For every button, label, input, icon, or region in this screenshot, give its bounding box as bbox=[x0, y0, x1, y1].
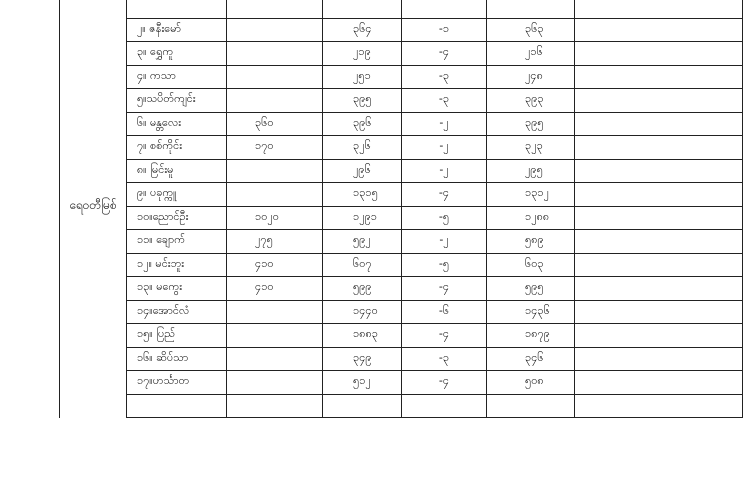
change-cell-c4: -၄ bbox=[402, 371, 487, 395]
value-cell-c5: ၂၁၆ bbox=[487, 42, 575, 66]
change-cell-c4: -၄ bbox=[402, 183, 487, 207]
value-cell-c2: ၄၁၀ bbox=[227, 253, 323, 277]
value-cell-c2 bbox=[227, 347, 323, 371]
value-cell-c3: ၂၁၉ bbox=[323, 42, 402, 66]
value-cell-c5: ၆၀၃ bbox=[487, 253, 575, 277]
table-row bbox=[60, 159, 743, 183]
value-cell-c2 bbox=[227, 324, 323, 348]
town-name-cell: ၁၃။ မကွေး bbox=[127, 277, 227, 301]
value-cell-c5: ၃၉၅ bbox=[487, 112, 575, 136]
change-cell-c4: -၂ bbox=[402, 136, 487, 160]
value-cell-c5: ၃၄၆ bbox=[487, 347, 575, 371]
empty-cell-c6 bbox=[575, 347, 743, 371]
empty-cell-c6 bbox=[575, 324, 743, 348]
table-row bbox=[60, 89, 743, 113]
table-row bbox=[60, 230, 743, 254]
water-level-table bbox=[59, 0, 743, 418]
empty-cell-c6 bbox=[575, 42, 743, 66]
value-cell-c3: ၁၄၄၀ bbox=[323, 300, 402, 324]
value-cell-c3: ၃၆၄ bbox=[323, 18, 402, 42]
town-name-cell: ၈။ မြင်းမူ bbox=[127, 159, 227, 183]
value-cell-c5: ၃၆၃ bbox=[487, 18, 575, 42]
value-cell-c5: ၁၃၁၂ bbox=[487, 183, 575, 207]
change-cell-c4: -၂ bbox=[402, 159, 487, 183]
empty-cell-c6 bbox=[575, 371, 743, 395]
value-cell-c5: ၁၈၇၉ bbox=[487, 324, 575, 348]
town-name-cell: ၃။ ရွှေကူ bbox=[127, 42, 227, 66]
partial-cell bbox=[127, 394, 227, 418]
value-cell-c3: ၃၂၆ bbox=[323, 136, 402, 160]
empty-cell-c6 bbox=[575, 277, 743, 301]
town-name-cell: ၁၀။ညောင်ဦး bbox=[127, 206, 227, 230]
value-cell-c2 bbox=[227, 300, 323, 324]
table-row bbox=[60, 206, 743, 230]
change-cell-c4: -၆ bbox=[402, 300, 487, 324]
change-cell-c4: -၄ bbox=[402, 324, 487, 348]
town-name-cell: ၁၇။ဟင်္သာတ bbox=[127, 371, 227, 395]
value-cell-c2: ၁၇၀ bbox=[227, 136, 323, 160]
value-cell-c2 bbox=[227, 371, 323, 395]
table-row-partial-top bbox=[60, 0, 743, 18]
value-cell-c2 bbox=[227, 183, 323, 207]
value-cell-c3: ၁၂၉၁ bbox=[323, 206, 402, 230]
cell-c2 bbox=[227, 0, 323, 18]
cell-c6 bbox=[575, 0, 743, 18]
value-cell-c3: ၅၁၂ bbox=[323, 371, 402, 395]
change-cell-c4: -၃ bbox=[402, 65, 487, 89]
value-cell-c2 bbox=[227, 159, 323, 183]
empty-cell-c6 bbox=[575, 159, 743, 183]
value-cell-c5: ၃၂၃ bbox=[487, 136, 575, 160]
empty-cell-c6 bbox=[575, 253, 743, 277]
change-cell-c4: -၄ bbox=[402, 277, 487, 301]
value-cell-c5: ၂၄၈ bbox=[487, 65, 575, 89]
partial-cell bbox=[487, 394, 575, 418]
value-cell-c2: ၃၆၀ bbox=[227, 112, 323, 136]
empty-cell-c6 bbox=[575, 183, 743, 207]
empty-cell-c6 bbox=[575, 18, 743, 42]
table-row bbox=[60, 300, 743, 324]
cell-c5 bbox=[487, 0, 575, 18]
table-row bbox=[60, 65, 743, 89]
table-row bbox=[60, 183, 743, 207]
town-name-cell: ၂။ ဇနီးမော် bbox=[127, 18, 227, 42]
table-row bbox=[60, 371, 743, 395]
value-cell-c5: ၅၉၅ bbox=[487, 277, 575, 301]
town-name-cell: ၁၆။ ဆိပ်သာ bbox=[127, 347, 227, 371]
region-cell bbox=[60, 0, 127, 418]
value-cell-c5: ၁၄၃၆ bbox=[487, 300, 575, 324]
change-cell-c4: -၅ bbox=[402, 206, 487, 230]
value-cell-c5: ၅၀၈ bbox=[487, 371, 575, 395]
change-cell-c4: -၁ bbox=[402, 18, 487, 42]
town-name-cell: ၁၂။ မင်းဘူး bbox=[127, 253, 227, 277]
table-row bbox=[60, 18, 743, 42]
partial-cell bbox=[402, 394, 487, 418]
value-cell-c5: ၃၉၃ bbox=[487, 89, 575, 113]
partial-cell bbox=[323, 394, 402, 418]
partial-cell bbox=[575, 394, 743, 418]
empty-cell-c6 bbox=[575, 65, 743, 89]
region-label: ရေဝတီမြစ် bbox=[69, 198, 117, 213]
value-cell-c5: ၂၉၅ bbox=[487, 159, 575, 183]
town-name-cell: ၁၅။ ပြည် bbox=[127, 324, 227, 348]
value-cell-c2: ၄၁၀ bbox=[227, 277, 323, 301]
town-name-cell: ၅။သပိတ်ကျင်း bbox=[127, 89, 227, 113]
value-cell-c2 bbox=[227, 42, 323, 66]
town-name-cell: ၄။ ကသာ bbox=[127, 65, 227, 89]
value-cell-c3: ၅၉၉ bbox=[323, 277, 402, 301]
change-cell-c4: -၂ bbox=[402, 112, 487, 136]
table-row bbox=[60, 42, 743, 66]
empty-cell-c6 bbox=[575, 206, 743, 230]
table-row bbox=[60, 277, 743, 301]
value-cell-c2 bbox=[227, 18, 323, 42]
value-cell-c3: ၆၀၇ bbox=[323, 253, 402, 277]
empty-cell-c6 bbox=[575, 230, 743, 254]
change-cell-c4: -၂ bbox=[402, 230, 487, 254]
town-name-cell: ၉။ ပခုက္ကူ bbox=[127, 183, 227, 207]
value-cell-c2 bbox=[227, 65, 323, 89]
table-body bbox=[60, 0, 743, 418]
value-cell-c3: ၂၅၁ bbox=[323, 65, 402, 89]
table-row bbox=[60, 324, 743, 348]
town-name-cell: ၆။ မန္တလေး bbox=[127, 112, 227, 136]
empty-cell-c6 bbox=[575, 112, 743, 136]
value-cell-c3: ၂၉၆ bbox=[323, 159, 402, 183]
value-cell-c3: ၃၉၅ bbox=[323, 89, 402, 113]
town-name-cell: ၁၁။ ချောက် bbox=[127, 230, 227, 254]
change-cell-c4: -၅ bbox=[402, 253, 487, 277]
town-name-cell: ၇။ စစ်ကိုင်း bbox=[127, 136, 227, 160]
table-row-partial-bottom bbox=[60, 394, 743, 418]
value-cell-c3: ၃၄၉ bbox=[323, 347, 402, 371]
change-cell-c4: -၃ bbox=[402, 89, 487, 113]
value-cell-c5: ၅၈၉ bbox=[487, 230, 575, 254]
change-cell-c4: -၄ bbox=[402, 42, 487, 66]
cell-c3 bbox=[323, 0, 402, 18]
town-name-cell: ၁၄။အောင်လံ bbox=[127, 300, 227, 324]
town-cell bbox=[127, 0, 227, 18]
table-row bbox=[60, 253, 743, 277]
partial-cell bbox=[227, 394, 323, 418]
value-cell-c2: ၁၀၂၀ bbox=[227, 206, 323, 230]
value-cell-c3: ၅၉၂ bbox=[323, 230, 402, 254]
value-cell-c2 bbox=[227, 89, 323, 113]
value-cell-c5: ၁၂၈၈ bbox=[487, 206, 575, 230]
value-cell-c3: ၃၉၆ bbox=[323, 112, 402, 136]
empty-cell-c6 bbox=[575, 89, 743, 113]
cell-c4 bbox=[402, 0, 487, 18]
empty-cell-c6 bbox=[575, 136, 743, 160]
table-row bbox=[60, 112, 743, 136]
change-cell-c4: -၃ bbox=[402, 347, 487, 371]
value-cell-c2: ၂၇၅ bbox=[227, 230, 323, 254]
table-row bbox=[60, 347, 743, 371]
empty-cell-c6 bbox=[575, 300, 743, 324]
value-cell-c3: ၁၈၈၃ bbox=[323, 324, 402, 348]
value-cell-c3: ၁၃၁၅ bbox=[323, 183, 402, 207]
table-row bbox=[60, 136, 743, 160]
